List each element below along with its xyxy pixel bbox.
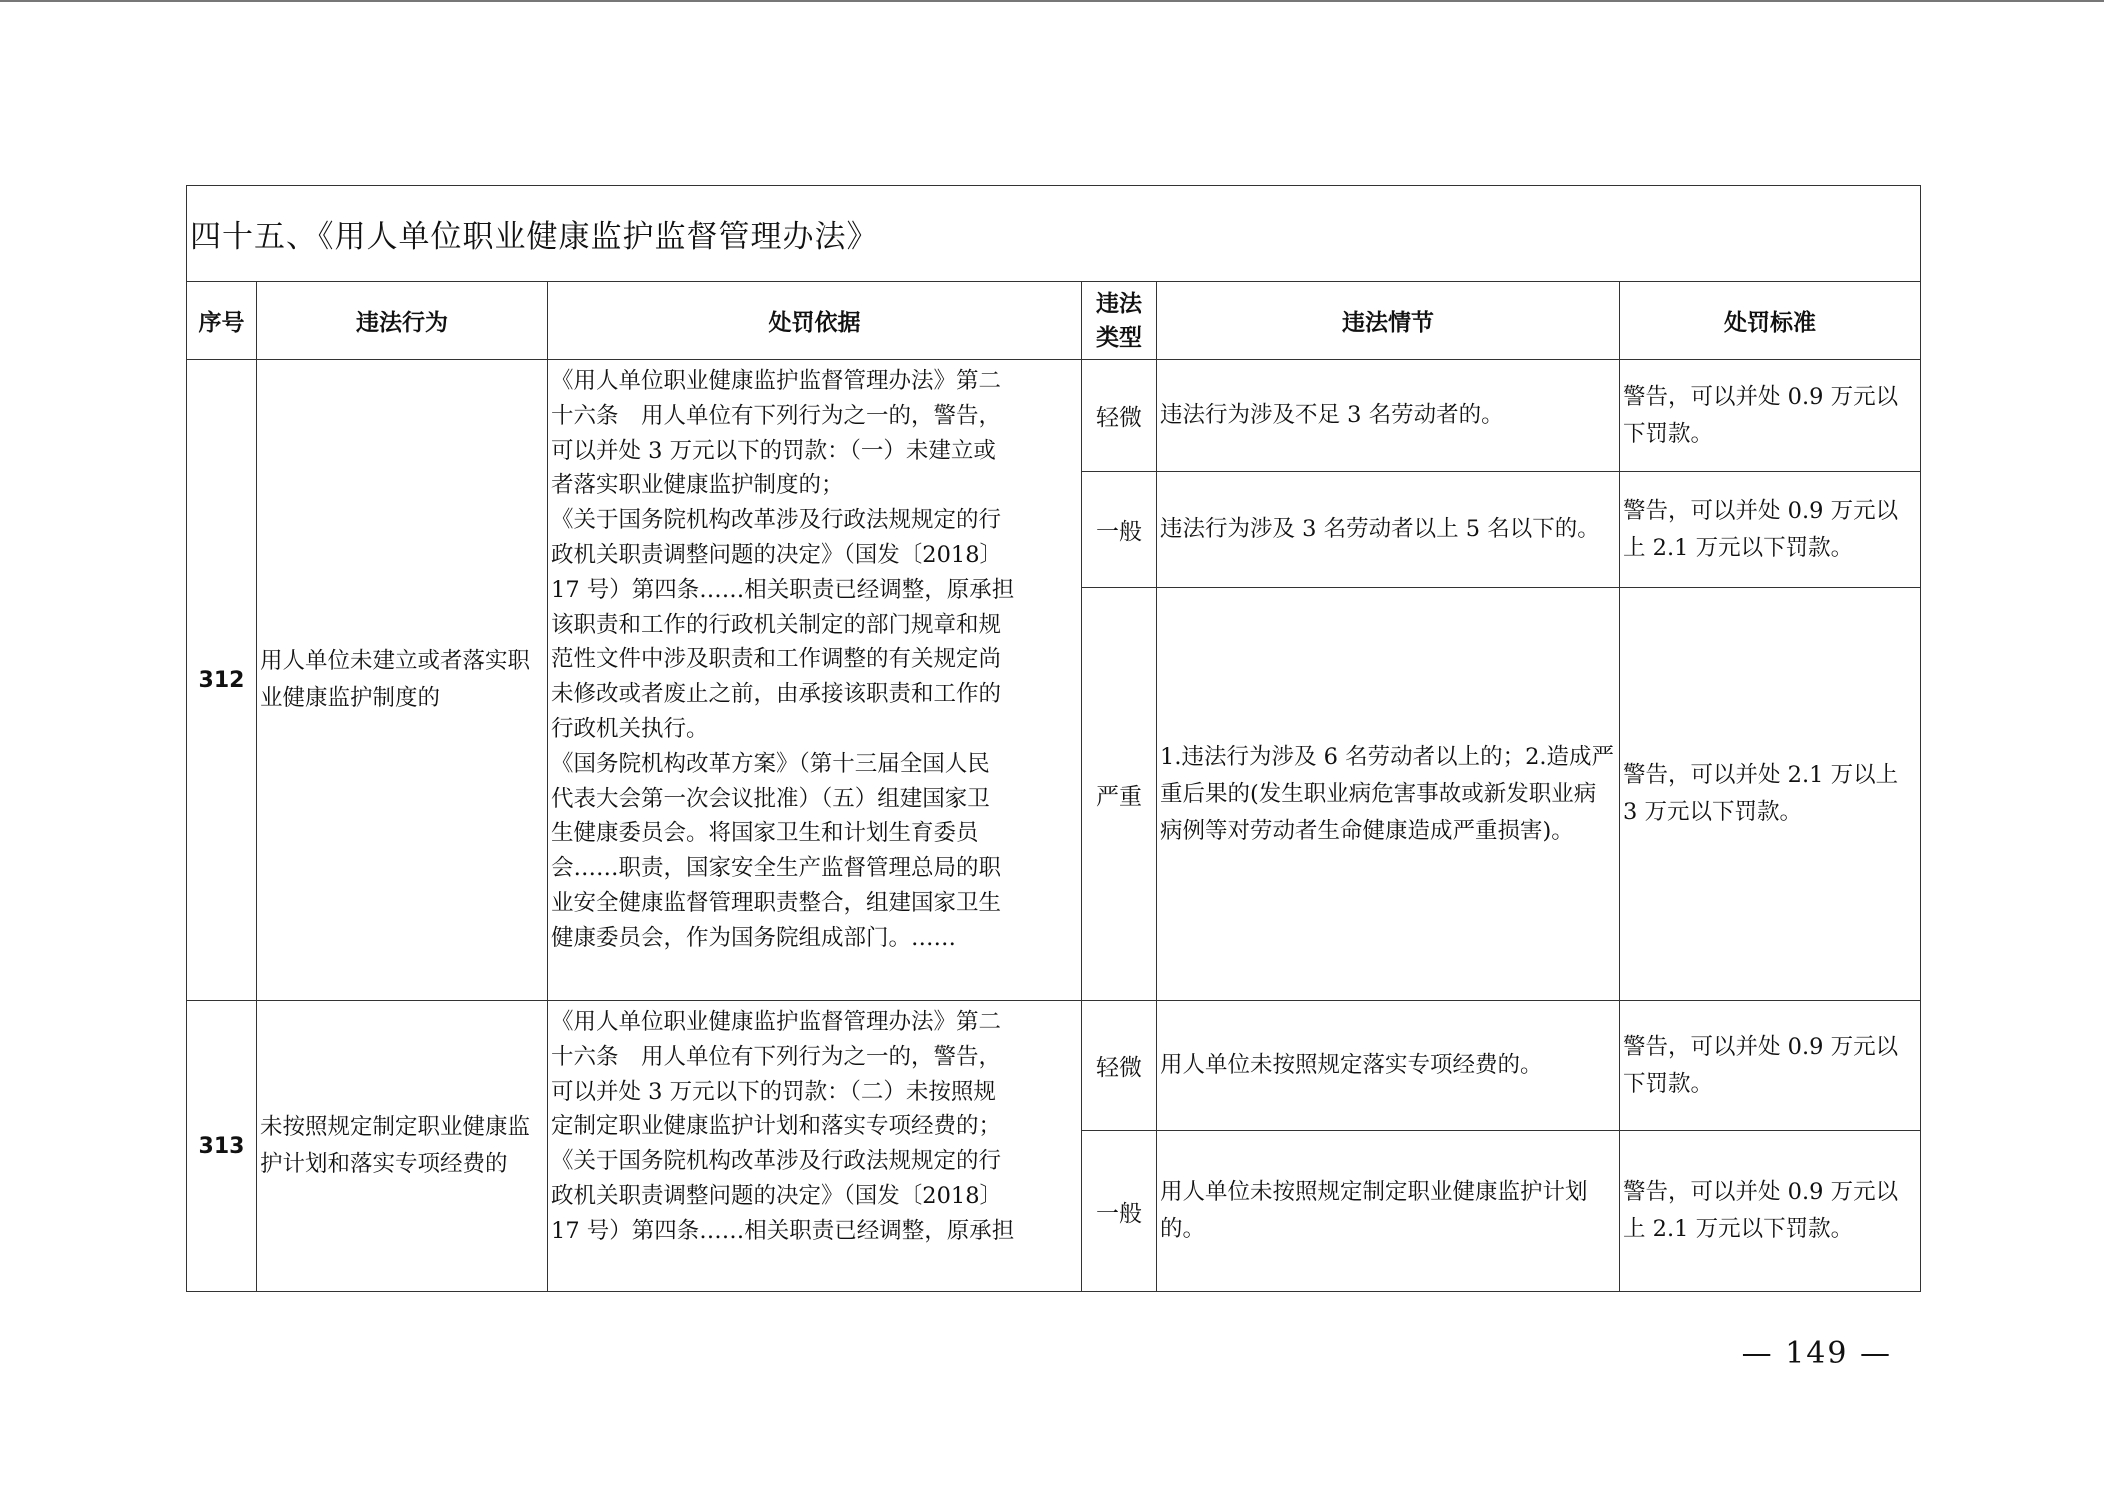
header-seq: 序号 <box>187 282 257 360</box>
header-type-line-2: 类型 <box>1096 324 1142 351</box>
row-type: 严重 <box>1082 588 1157 1001</box>
basis-line: 业安全健康监督管理职责整合，组建国家卫生 <box>551 889 1002 916</box>
basis-line: 《关于国务院机构改革涉及行政法规规定的行 <box>551 507 1002 534</box>
basis-line: 生健康委员会。将国家卫生和计划生育委员 <box>551 820 979 847</box>
row-type: 轻微 <box>1082 1001 1157 1131</box>
row-basis <box>548 360 1082 1001</box>
basis-line: 17 号）第四条……相关职责已经调整，原承担 <box>551 576 1015 603</box>
section-title: 四十五、《用人单位职业健康监护监督管理办法》 <box>187 186 1921 282</box>
basis-line: 17 号）第四条……相关职责已经调整，原承担 <box>551 1217 1015 1244</box>
row-circumstance: 违法行为涉及不足 3 名劳动者的。 <box>1157 360 1620 472</box>
row-standard: 警告，可以并处 0.9 万元以上 2.1 万元以下罚款。 <box>1620 1131 1921 1292</box>
header-type <box>1082 282 1157 360</box>
basis-line: 该职责和工作的行政机关制定的部门规章和规 <box>551 611 1002 638</box>
row-standard: 警告，可以并处 2.1 万以上 3 万元以下罚款。 <box>1620 588 1921 1001</box>
basis-line: 十六条 用人单位有下列行为之一的，警告， <box>551 1043 1002 1070</box>
table-row <box>187 360 1921 472</box>
basis-line: 者落实职业健康监护制度的； <box>551 472 844 499</box>
row-basis <box>548 1001 1082 1292</box>
basis-line: 健康委员会，作为国务院组成部门。…… <box>551 924 957 951</box>
row-behavior: 未按照规定制定职业健康监护计划和落实专项经费的 <box>257 1001 548 1292</box>
penalty-standard-table <box>186 185 1921 1292</box>
header-basis: 处罚依据 <box>548 282 1082 360</box>
basis-line: 会……职责，国家安全生产监督管理总局的职 <box>551 855 1002 882</box>
basis-line: 行政机关执行。 <box>551 715 709 742</box>
basis-line: 《用人单位职业健康监护监督管理办法》第二 <box>551 368 1002 394</box>
basis-line: 《用人单位职业健康监护监督管理办法》第二 <box>551 1009 1002 1035</box>
row-type: 轻微 <box>1082 360 1157 472</box>
page-number: — 149 — <box>1741 1336 1892 1371</box>
basis-line: 可以并处 3 万元以下的罚款：（二）未按照规 <box>551 1078 996 1105</box>
basis-line: 十六条 用人单位有下列行为之一的，警告， <box>551 402 1002 429</box>
basis-line: 政机关职责调整问题的决定》（国发〔2018〕 <box>551 1182 1003 1209</box>
row-standard: 警告，可以并处 0.9 万元以下罚款。 <box>1620 360 1921 472</box>
row-circumstance: 用人单位未按照规定落实专项经费的。 <box>1157 1001 1620 1131</box>
basis-line: 《关于国务院机构改革涉及行政法规规定的行 <box>551 1148 1002 1175</box>
header-standard: 处罚标准 <box>1620 282 1921 360</box>
basis-line: 范性文件中涉及职责和工作调整的有关规定尚 <box>551 646 1002 673</box>
header-behavior: 违法行为 <box>257 282 548 360</box>
row-type: 一般 <box>1082 1131 1157 1292</box>
table-row <box>187 1001 1921 1131</box>
row-seq: 312 <box>187 360 257 1001</box>
basis-line: 未修改或者废止之前，由承接该职责和工作的 <box>551 681 1002 708</box>
header-circumstance: 违法情节 <box>1157 282 1620 360</box>
row-standard: 警告，可以并处 0.9 万元以下罚款。 <box>1620 1001 1921 1131</box>
basis-line: 代表大会第一次会议批准）（五）组建国家卫 <box>551 785 990 812</box>
header-type-line-1: 违法 <box>1096 290 1142 317</box>
basis-line: 《国务院机构改革方案》（第十三届全国人民 <box>551 750 990 777</box>
row-standard: 警告，可以并处 0.9 万元以上 2.1 万元以下罚款。 <box>1620 472 1921 588</box>
basis-line: 政机关职责调整问题的决定》（国发〔2018〕 <box>551 541 1003 568</box>
row-circumstance: 违法行为涉及 3 名劳动者以上 5 名以下的。 <box>1157 472 1620 588</box>
basis-line: 定制定职业健康监护计划和落实专项经费的； <box>551 1113 1002 1140</box>
row-behavior: 用人单位未建立或者落实职业健康监护制度的 <box>257 360 548 1001</box>
top-border-line <box>0 0 2104 2</box>
row-seq: 313 <box>187 1001 257 1292</box>
basis-line: 可以并处 3 万元以下的罚款：（一）未建立或 <box>551 437 996 464</box>
row-circumstance: 用人单位未按照规定制定职业健康监护计划的。 <box>1157 1131 1620 1292</box>
row-circumstance: 1.违法行为涉及 6 名劳动者以上的；2.造成严重后果的(发生职业病危害事故或新发职业病病例等对劳动者生命健康造成严重损害)。 <box>1157 588 1620 1001</box>
row-type: 一般 <box>1082 472 1157 588</box>
